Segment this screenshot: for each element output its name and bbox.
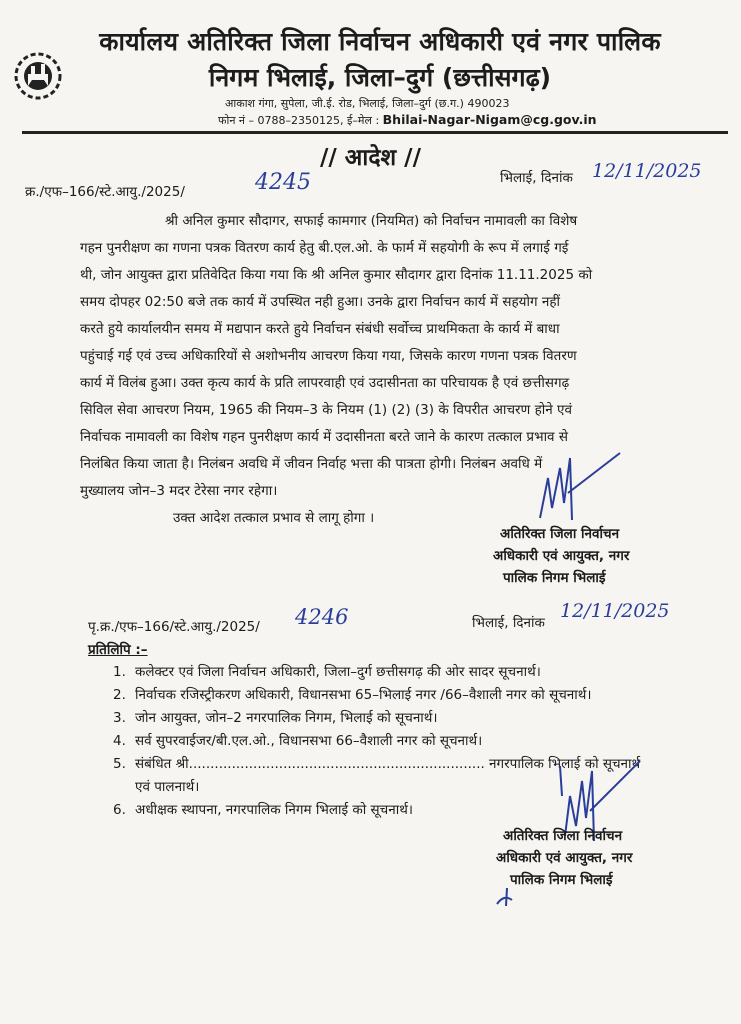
- order-reference-number: 4245: [255, 170, 311, 195]
- list-item: [113, 731, 482, 749]
- signatory-line: पालिक निगम भिलाई: [503, 570, 606, 586]
- office-address: आकाश गंगा, सुपेला, जी.ई. रोड, भिलाई, जिला–दुर्ग (छ.ग.) 490023: [225, 97, 510, 110]
- copy-reference-number: 4246: [295, 605, 349, 629]
- signatory-line: अतिरिक्त जिला निर्वाचन: [503, 828, 623, 844]
- signature-icon: [520, 448, 630, 528]
- order-closing-line: उक्त आदेश तत्काल प्रभाव से लागू होगा ।: [173, 510, 375, 526]
- municipal-emblem-icon: [14, 52, 62, 100]
- office-title-line-1: कार्यालय अतिरिक्त जिला निर्वाचन अधिकारी एवं नगर पालिक: [99, 27, 661, 56]
- order-body-line: कार्य में विलंब हुआ। उक्त कृत्य कार्य के प्रति लापरवाही एवं उदासीनता का परिचायक है एवं छत्तीसगढ़: [80, 375, 570, 391]
- order-body-line: गहन पुनरीक्षण का गणना पत्रक वितरण कार्य हेतु बी.एल.ओ. के फार्म में सहयोगी के रूप में लगाई गई: [80, 240, 569, 256]
- order-body-line: समय दोपहर 02:50 बजे तक कार्य में उपस्थित नही हुआ। उनके द्वारा निर्वाचन कार्य में सहयोग नहीं: [80, 294, 561, 310]
- order-body-line: थी, जोन आयुक्त द्वारा प्रतिवेदित किया गया कि श्री अनिल कुमार सौदागर द्वारा दिनांक 11.11.2025 को: [80, 267, 593, 283]
- initial-mark-icon: [492, 884, 522, 910]
- office-contact: [218, 112, 597, 128]
- order-date-value: 12/11/2025: [592, 160, 702, 182]
- list-item-number: 6.: [113, 802, 126, 818]
- copy-date-value: 12/11/2025: [560, 600, 670, 622]
- list-item: [113, 662, 541, 680]
- order-date-label: भिलाई, दिनांक: [500, 170, 573, 186]
- order-body-line: करते हुये कार्यालयीन समय में मद्यपान करते हुये निर्वाचन संबंधी सर्वोच्च प्राथमिकता के कार्य में बाधा: [80, 321, 560, 337]
- copy-date-label: भिलाई, दिनांक: [472, 615, 545, 631]
- list-item-text: संबंधित श्री..................................................................... नगरपालिक भिलाई को सूचनार्थ: [135, 756, 641, 772]
- list-item-number: 3.: [113, 710, 126, 726]
- list-item-text: एवं पालनार्थ।: [135, 779, 200, 795]
- order-body-line: निलंबित किया जाता है। निलंबन अवधि में जीवन निर्वाह भत्ता की पात्रता होगी। निलंबन अवधि में: [80, 456, 543, 472]
- list-item: [113, 800, 413, 818]
- order-body-line: पहुंचाई गई एवं उच्च अधिकारियों से अशोभनीय आचरण किया गया, जिसके कारण गणना पत्रक वितरण: [80, 348, 577, 364]
- list-item-text: सर्व सुपरवाईजर/बी.एल.ओ., विधानसभा 66–वैशाली नगर को सूचनार्थ।: [135, 733, 483, 749]
- order-body-line: निर्वाचक नामावली का विशेष गहन पुनरीक्षण कार्य में उदासीनता बरते जाने के कारण तत्काल प्रभाव से: [80, 429, 568, 445]
- copy-reference: पृ.क्र./एफ–166/स्टे.आयु./2025/: [88, 619, 260, 635]
- list-item-number: 1.: [113, 664, 126, 680]
- office-title-line-2: निगम भिलाई, जिला–दुर्ग (छत्तीसगढ़): [208, 63, 552, 92]
- signatory-line: पालिक निगम भिलाई: [510, 872, 613, 888]
- list-item-number: 5.: [113, 756, 126, 772]
- list-item-text: कलेक्टर एवं जिला निर्वाचन अधिकारी, जिला–दुर्ग छत्तीसगढ़ की ओर सादर सूचनार्थ।: [135, 664, 541, 680]
- list-item-text: निर्वाचक रजिस्ट्रीकरण अधिकारी, विधानसभा 65–भिलाई नगर /66–वैशाली नगर को सूचनार्थ।: [135, 687, 592, 703]
- order-body-line: श्री अनिल कुमार सौदागर, सफाई कामगार (नियमित) को निर्वाचन नामावली का विशेष: [165, 213, 578, 229]
- list-item-number: 2.: [113, 687, 126, 703]
- list-item: [113, 777, 199, 795]
- signatory-line: अधिकारी एवं आयुक्त, नगर: [496, 850, 633, 866]
- list-item-number: 4.: [113, 733, 126, 749]
- email-text: Bhilai-Nagar-Nigam@cg.gov.in: [382, 112, 597, 127]
- list-item: [113, 685, 592, 703]
- phone-text: फोन नं – 0788–2350125, ई–मेल :: [218, 114, 380, 127]
- list-item: [113, 708, 438, 726]
- order-reference: क्र./एफ–166/स्टे.आयु./2025/: [25, 184, 185, 200]
- signatory-line: अतिरिक्त जिला निर्वाचन: [500, 526, 620, 542]
- order-body-line: सिविल सेवा आचरण नियम, 1965 की नियम–3 के नियम (1) (2) (3) के विपरीत आचरण होने एवं: [80, 402, 573, 418]
- header-divider: [22, 131, 728, 134]
- list-item-text: अधीक्षक स्थापना, नगरपालिक निगम भिलाई को सूचनार्थ।: [135, 802, 413, 818]
- signatory-line: अधिकारी एवं आयुक्त, नगर: [493, 548, 630, 564]
- order-body-line: मुख्यालय जोन–3 मदर टेरेसा नगर रहेगा।: [80, 483, 278, 499]
- order-title: // आदेश //: [320, 145, 421, 171]
- copy-heading: प्रतिलिपि :–: [88, 642, 148, 658]
- list-item-text: जोन आयुक्त, जोन–2 नगरपालिक निगम, भिलाई को सूचनार्थ।: [135, 710, 438, 726]
